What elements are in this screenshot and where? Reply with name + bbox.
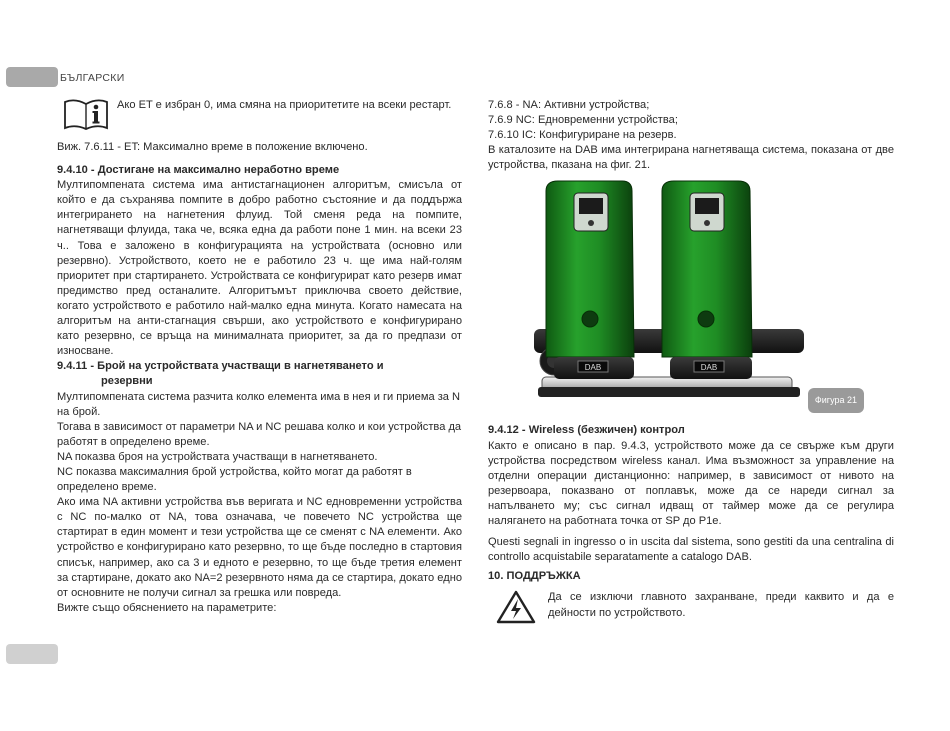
section-9-4-11-p4: NC показва максималния брой устройства, който могат да работят в определено време. (57, 465, 412, 494)
section-9-4-11-p1: Мултипомпената система разчита колко елемента има в нея и ги приема за N на брой. (57, 390, 461, 418)
pump-2-brand: DAB (700, 363, 718, 373)
info-note (57, 96, 462, 132)
catalog-intro: В каталозите на DAB има интегрирана нагнетяваща система, показана от две устройства, пказана на фиг. 21. (488, 144, 894, 172)
section-9-4-12-italian: Questi segnali in ingresso o in uscita dal sistema, sono gestiti da una centralina di controllo acquistabile separatamente a catalogo DAB. (488, 536, 894, 564)
warning-text: Да се изключи главното захранване, преди каквито и да е дейности по устройството. (548, 591, 894, 619)
maintenance-warning (488, 590, 894, 624)
section-9-4-11-p3: NA показва броя на устройствата участващи в нагнетяването. (57, 450, 378, 463)
section-9-4-10-title: 9.4.10 - Достигане на максимално неработно време (57, 164, 340, 177)
manual-info-icon (63, 96, 109, 132)
section-9-4-10-body: Мултипомпената система има антистагнационен алгоритъм, смисъла от който е да съхранява помпите в добро работно състояние и да поддържа интегрирането на нагнетения флуид. Той сменя реда на помпите, нагнетяващи флуида, така че, всяка една да работи поне 1 мин. на всеки 23 ч.. Това е заложено в конфигурацията на устройствата (основно или резервно). Устройството, което не е работило 23 ч. ще има най-голям приоритет при стартирането. Устройствата се конфигурират като резерв имат предимство пред останалите. Алгоритъмът приключва своето действие, когато устройството е работило най-малко една минута. Когато намесата на алгоритъм на анти-стагнация свърши, ако устройството е конфигурирано като резервно, се връща на минималната приоритет, за да го предпази от износване. (57, 179, 462, 358)
section-9-4-11-p6: Вижте също обяснението на параметрите: (57, 601, 277, 614)
right-column (488, 98, 894, 624)
electric-hazard-icon (496, 590, 536, 624)
note-text: Ако ET е избран 0, има смяна на приоритетите на всеки рестарт. (117, 99, 452, 111)
language-label: БЪЛГАРСКИ (60, 72, 125, 84)
section-9-4-12-title: 9.4.12 - Wireless (безжичен) контрол (488, 424, 685, 437)
param-ic: 7.6.10 IC: Конфигуриране на резерв. (488, 129, 677, 142)
left-column (57, 96, 462, 616)
section-9-4-11-p2: Тогава в зависимост от параметри NA и NC решава колко и кои устройства да работят в определено време. (57, 420, 462, 448)
pump-1-brand: DAB (584, 363, 602, 373)
twin-pump-illustration (524, 179, 814, 417)
section-9-4-12-body: Както е описано в пар. 9.4.3, устройството може да се свърже към други устройства посредством wireless канал. Има възможност за управление на отделни операции дистанционно: например, в зависимост от нивото на резервоара, показвано от поплавък, може да се нареди сигнал за напълването му; със сигнал идващ от таймер може да се регулира налягането на работната точка от SP до P1e. (488, 439, 894, 528)
figure-21-photo (524, 179, 864, 417)
section-9-4-11-title-cont: резервни (101, 375, 153, 388)
figure-caption-badge: Фигура 21 (808, 388, 864, 413)
page-number-tab (6, 644, 58, 664)
param-na: 7.6.8 - NA: Активни устройства; (488, 99, 650, 111)
language-tab (6, 67, 58, 87)
see-reference: Виж. 7.6.11 - ET: Максимално време в положение включено. (57, 141, 368, 153)
section-10-title: 10. ПОДДРЪЖКА (488, 570, 581, 583)
param-nc: 7.6.9 NC: Едновременни устройства; (488, 114, 678, 127)
section-9-4-11-title: 9.4.11 - Брой на устройствата участващи в нагнетяването и (57, 360, 384, 373)
section-9-4-11-p5: Ако има NA активни устройства във веригата и NC едновременни устройства с NC по-малко от NA, това означава, че повечето NC устройства ще стартират в един момент и тези устройства ще се сменят с NA елементи. Ако устройство е конфигурирано като резервно, то ще бъде последно в стартовия списък, например, ако са 3 и едното е резервно, то ще бъде третия елемент за стартиране, докато ако NA=2 резервното няма да се стартира, докато едно от основните не получи сигнал за грешка или повреда. (57, 496, 462, 599)
